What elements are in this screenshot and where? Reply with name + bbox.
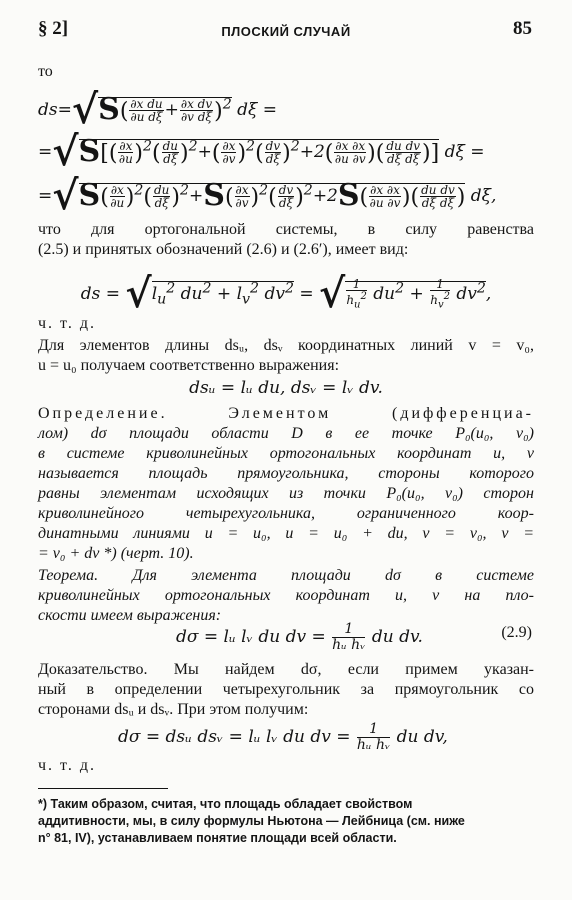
equation-ds-line2: =√S[( $\frac{\partial x}{\partial u}$ )$^2$( $\frac{du}{d\xi}$ )$^2$+( $\frac{\partial x}{\partial v}$ )$^2$( $\frac{dv}{d\xi}$ )$^2$+2( $\frac{\partial x \partial x}{\partial u \partial v}$ )( $\frac{\text{du dv}}{\text{dξ dξ}}$ )] dξ =: [38, 128, 485, 175]
definition-line-4: называется площадь прямоугольника, стороны которого: [38, 465, 534, 482]
equation-label-2-9: (2.9): [501, 624, 532, 641]
equation-dsu-dsv: dsᵤ = lᵤ du, dsᵥ = lᵥ dv.: [189, 378, 383, 398]
equation-2-9: dσ = lᵤ lᵥ du dv = $\frac{1}{\text{hᵤ hᵥ}}$ du dv.: [176, 621, 423, 653]
definition-line-3: в системе криволинейных ортогональных координат u, v: [38, 445, 534, 462]
footnote-divider: [38, 788, 168, 789]
definition-line-8: = v₀ + dv *) (черт. 10).: [38, 545, 194, 562]
proof-line-3: сторонами dsᵤ и dsᵥ. При этом получим:: [38, 701, 309, 718]
eq-equals-2: =: [38, 142, 53, 162]
eq-ds-label: ds=: [38, 100, 72, 120]
footnote-line-2: аддитивности, мы, в силу формулы Ньютона — Лейбница (см. ниже: [38, 814, 465, 828]
page-number: 85: [513, 18, 532, 39]
running-title: ПЛОСКИЙ СЛУЧАЙ: [221, 24, 351, 39]
definition-line-1: Определение. Элементом (дифференциа-: [38, 405, 534, 422]
equation-ds-line3: =√S( $\frac{\partial x}{\partial u}$ )$^2$( $\frac{du}{d\xi}$ )$^2$+S( $\frac{\partial x}{\partial v}$ )$^2$( $\frac{dv}{d\xi}$ )$^2$+2S( $\frac{\partial x \partial x}{\partial u \partial v}$ )( $\frac{\text{du dv}}{\text{dξ dξ}}$ ) dξ,: [38, 172, 497, 219]
definition-line-7: динатными линиями u = u₀, u = u₀ + du, v = v₀, v =: [38, 525, 534, 542]
proof-line-2: ный в определении четырехугольник за прямоугольник со: [38, 681, 534, 698]
eq-equals-3: =: [38, 186, 53, 206]
paragraph-length-line1: Для элементов длины dsᵤ, dsᵥ координатных линий v = v₀,: [38, 337, 534, 354]
equation-ds-line1: ds=√S( $\frac{\text{∂x du}}{\text{∂u dξ}}$ + $\frac{\text{∂x dv}}{\text{∂v dξ}}$ )$^2$ dξ =: [38, 86, 278, 133]
theorem-line-1: Теорема. Для элемента площади dσ в системе: [38, 567, 534, 584]
equation-ds-orthogonal: ds = $√l_u^2$ $du^2 + l_v^2$ $dv^2$ = √ $\frac{1}{h_u^2}$ $du^2$ + $\frac{1}{h_v^2}$ $dv^2$,: [80, 270, 492, 317]
theorem-line-2: криволинейных ортогональных координат u, v на пло-: [38, 587, 534, 604]
definition-line-2: лом) dσ площади области D в ее точке P₀(u₀, v₀): [38, 425, 534, 442]
paragraph-orthogonal-line2: (2.5) и принятых обозначений (2.6) и (2.6′), имеет вид:: [38, 241, 409, 258]
section-marker: § 2]: [38, 18, 69, 39]
word-to: то: [38, 63, 53, 80]
proof-line-1: Доказательство. Мы найдем dσ, если примем указан-: [38, 661, 534, 678]
qed-1: ч. т. д.: [38, 315, 96, 332]
footnote-line-3: n° 81, IV), устанавливаем понятие площади всей области.: [38, 831, 397, 845]
definition-line-6: криволинейного четырехугольника, ограниченного коор-: [38, 505, 534, 522]
qed-2: ч. т. д.: [38, 757, 96, 774]
paragraph-orthogonal-line1: что для ортогональной системы, в силу равенства: [38, 221, 534, 238]
definition-line-5: равны элементам исходящих из точки P₀(u₀, v₀) сторон: [38, 485, 534, 502]
footnote-line-1: *) Таким образом, считая, что площадь обладает свойством: [38, 797, 413, 811]
theorem-line-3: скости имеем выражения:: [38, 607, 222, 624]
paragraph-length-line2: u = u₀ получаем соответственно выражения:: [38, 357, 340, 374]
equation-final: dσ = dsᵤ dsᵥ = lᵤ lᵥ du dv = $\frac{1}{\text{hᵤ hᵥ}}$ du dv,: [118, 721, 448, 753]
